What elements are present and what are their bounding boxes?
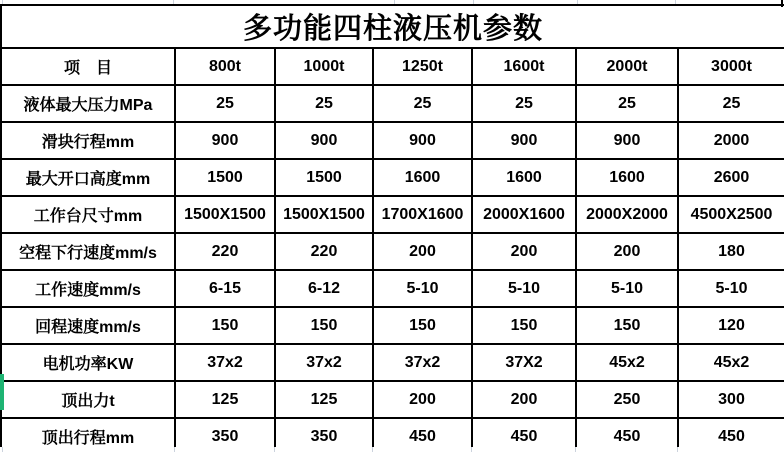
cell[interactable]: 25 [175,85,275,122]
row-label-cell[interactable]: 顶出力t [1,381,175,418]
cell[interactable]: 6-12 [275,270,373,307]
cell[interactable]: 900 [175,122,275,159]
cell[interactable]: 200 [472,233,576,270]
cell[interactable]: 900 [275,122,373,159]
header-col-cell[interactable]: 800t [175,48,275,85]
table-row [1,48,784,85]
gridline [677,447,678,452]
table-title-cell[interactable]: 多功能四柱液压机参数 [1,5,784,48]
cell[interactable]: 2600 [678,159,784,196]
table-row [1,5,784,48]
cell[interactable]: 1500X1500 [175,196,275,233]
selection-indicator [0,374,4,410]
cell[interactable]: 25 [373,85,472,122]
row-label-cell[interactable]: 工作台尺寸mm [1,196,175,233]
table-row [1,159,784,196]
cell[interactable]: 450 [472,418,576,452]
cell[interactable]: 125 [275,381,373,418]
cell[interactable]: 2000X1600 [472,196,576,233]
cell[interactable]: 150 [373,307,472,344]
cell[interactable]: 1500 [175,159,275,196]
cell[interactable]: 1700X1600 [373,196,472,233]
cell[interactable]: 25 [576,85,678,122]
row-label-cell[interactable]: 空程下行速度mm/s [1,233,175,270]
row-label-cell[interactable]: 回程速度mm/s [1,307,175,344]
header-col-cell[interactable]: 1600t [472,48,576,85]
cell[interactable]: 1600 [576,159,678,196]
table-row [1,85,784,122]
cell[interactable]: 25 [472,85,576,122]
table-row [1,344,784,381]
cell[interactable]: 37x2 [175,344,275,381]
cell[interactable]: 200 [576,233,678,270]
cell[interactable]: 45x2 [678,344,784,381]
gridline [174,447,175,452]
cell[interactable]: 5-10 [373,270,472,307]
gridline [274,447,275,452]
table-row [1,233,784,270]
cell[interactable]: 1500X1500 [275,196,373,233]
cell[interactable]: 5-10 [678,270,784,307]
gridline [575,447,576,452]
header-col-cell[interactable]: 1000t [275,48,373,85]
cell[interactable]: 200 [472,381,576,418]
table-row [1,381,784,418]
cell[interactable]: 5-10 [576,270,678,307]
table-row [1,307,784,344]
cell[interactable]: 6-15 [175,270,275,307]
header-col-cell[interactable]: 3000t [678,48,784,85]
cell[interactable]: 2000 [678,122,784,159]
row-label-cell[interactable]: 电机功率KW [1,344,175,381]
row-label-cell[interactable]: 滑块行程mm [1,122,175,159]
cell[interactable]: 120 [678,307,784,344]
cell[interactable]: 25 [275,85,373,122]
cell[interactable]: 1500 [275,159,373,196]
cell[interactable]: 150 [576,307,678,344]
cell[interactable]: 450 [678,418,784,452]
row-label-cell[interactable]: 液体最大压力MPa [1,85,175,122]
cell[interactable]: 450 [373,418,472,452]
cell[interactable]: 220 [275,233,373,270]
cell[interactable]: 45x2 [576,344,678,381]
cell[interactable]: 25 [678,85,784,122]
cell[interactable]: 150 [275,307,373,344]
cell[interactable]: 5-10 [472,270,576,307]
cell[interactable]: 125 [175,381,275,418]
row-label-cell[interactable]: 最大开口高度mm [1,159,175,196]
cell[interactable]: 4500X2500 [678,196,784,233]
cell[interactable]: 200 [373,233,472,270]
table-row [1,270,784,307]
gridline [2,447,3,452]
cell[interactable]: 900 [373,122,472,159]
cell[interactable]: 37X2 [472,344,576,381]
cell[interactable]: 250 [576,381,678,418]
cell[interactable]: 150 [175,307,275,344]
header-item-cell[interactable]: 项 目 [1,48,175,85]
cell[interactable]: 200 [373,381,472,418]
cell[interactable]: 900 [576,122,678,159]
table-row [1,122,784,159]
cell[interactable]: 37x2 [373,344,472,381]
gridline [471,447,472,452]
table-row [1,196,784,233]
cell[interactable]: 180 [678,233,784,270]
header-col-cell[interactable]: 1250t [373,48,472,85]
cell[interactable]: 900 [472,122,576,159]
cell[interactable]: 1600 [373,159,472,196]
cell[interactable]: 220 [175,233,275,270]
cell[interactable]: 350 [275,418,373,452]
row-label-cell[interactable]: 顶出行程mm [1,418,175,452]
gridline [372,447,373,452]
cell[interactable]: 450 [576,418,678,452]
cell[interactable]: 37x2 [275,344,373,381]
cell[interactable]: 150 [472,307,576,344]
row-label-cell[interactable]: 工作速度mm/s [1,270,175,307]
cell[interactable]: 2000X2000 [576,196,678,233]
cell[interactable]: 300 [678,381,784,418]
cell[interactable]: 350 [175,418,275,452]
cell[interactable]: 1600 [472,159,576,196]
sheet-gridlines-bottom [0,447,784,452]
header-col-cell[interactable]: 2000t [576,48,678,85]
parameter-table [0,4,784,452]
